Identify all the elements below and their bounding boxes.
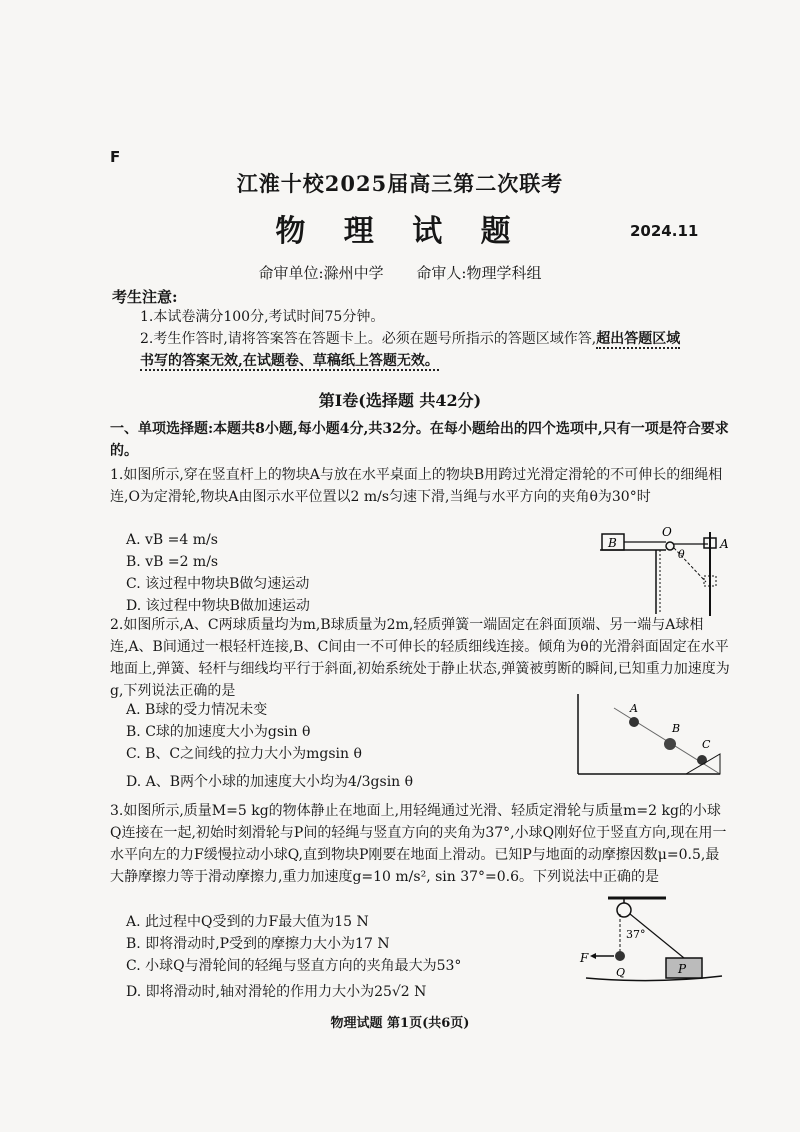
question-1-option-b: B. vB =2 m/s — [126, 554, 219, 570]
q2-ball-a — [629, 717, 639, 727]
notice-item-1: 1.本试卷满分100分,考试时间75分钟。 — [140, 309, 385, 325]
q3-label-angle: 37° — [626, 928, 646, 941]
question-2-option-b: B. C球的加速度大小为gsin θ — [126, 724, 311, 740]
question-2-figure — [574, 690, 724, 786]
q2-label-c: C — [702, 738, 711, 751]
notice-item-2-b: 超出答题区域 — [596, 331, 681, 347]
question-3-stem: 3.如图所示,质量M=5 kg的物体静止在地面上,用轻绳通过光滑、轻质定滑轮与质量m=2 kg的小球Q连接在一起,初始时刻滑轮与P间的轻绳与竖直方向的夹角为37°,小球Q刚好位于竖直方向,现在用一水平向左的力F缓慢拉动小球Q,直到物块P刚要在地面上滑动。已知P与地面的动摩擦因数μ=0.5,最大静摩擦力等于滑动摩擦力,重力加速度g=10 m/s², sin 37°=0.6。下列说法中正确的是 — [110, 803, 727, 885]
exam-name: 江淮十校2025届高三第二次联考 — [236, 171, 564, 196]
q3-label-f: F — [580, 951, 589, 965]
q3-ball-q — [615, 951, 625, 961]
question-1-option-a: A. vB =4 m/s — [126, 532, 218, 548]
notice-item-2-a: 2.考生作答时,请将答案答在答题卡上。必须在题号所指示的答题区域作答, — [140, 331, 597, 347]
question-2-option-c: C. B、C之间线的拉力大小为mgsin θ — [126, 746, 362, 762]
question-3-option-c: C. 小球Q与滑轮间的轻绳与竖直方向的夹角最大为53° — [126, 958, 462, 974]
exam-authors — [0, 262, 800, 283]
question-3-figure — [576, 892, 726, 986]
page-footer: 物理试题 第1页(共6页) — [330, 1016, 470, 1031]
question-3-option-b: B. 即将滑动时,P受到的摩擦力大小为17 N — [126, 936, 390, 952]
subject-title: 物 理 试 题 — [275, 214, 525, 249]
section-title: 第Ⅰ卷(选择题 共42分) — [318, 391, 482, 410]
notice-title: 考生注意: — [112, 288, 178, 306]
exam-date: 2024.11 — [630, 222, 699, 240]
q3-label-p: P — [678, 962, 687, 976]
q1-label-b: B — [608, 536, 617, 550]
question-2-option-d: D. A、B两个小球的加速度大小均为4/3gsin θ — [126, 774, 414, 790]
corner-mark: F — [110, 148, 121, 166]
question-1-stem: 1.如图所示,穿在竖直杆上的物块A与放在水平桌面上的物块B用跨过光滑定滑轮的不可伸长的细绳相连,O为定滑轮,物块A由图示水平位置以2 m/s匀速下滑,当绳与水平方向的夹角θ为30°时 — [110, 467, 723, 505]
question-3-option-d: D. 即将滑动时,轴对滑轮的作用力大小为25√2 N — [126, 984, 427, 1000]
q2-ball-c — [697, 755, 707, 765]
exam-unit: 命审单位:滁州中学 — [258, 264, 384, 282]
q1-label-a: A — [720, 537, 729, 551]
question-1-option-d: D. 该过程中物块B做加速运动 — [126, 598, 310, 614]
q3-label-q: Q — [616, 966, 626, 979]
q2-label-b: B — [672, 722, 681, 735]
question-1-figure — [596, 524, 736, 620]
q1-label-o: O — [662, 525, 672, 539]
q1-pulley — [666, 542, 674, 550]
section-intro: 一、单项选择题:本题共8小题,每小题4分,共32分。在每小题给出的四个选项中,只有一项是符合要求的。 — [110, 421, 729, 459]
q2-label-a: A — [630, 702, 638, 715]
question-2-option-a: A. B球的受力情况未变 — [126, 702, 268, 718]
question-1-option-c: C. 该过程中物块B做匀速运动 — [126, 576, 310, 592]
notice-item-2-c: 书写的答案无效,在试题卷、草稿纸上答题无效。 — [140, 353, 439, 369]
q3-pulley — [617, 903, 631, 917]
question-3-option-a: A. 此过程中Q受到的力F最大值为15 N — [126, 914, 369, 930]
notice-item-2 — [140, 328, 740, 372]
q2-ball-b — [664, 738, 676, 750]
q1-label-theta: θ — [678, 548, 685, 561]
exam-reviewer: 命审人:物理学科组 — [416, 264, 542, 282]
question-2-stem: 2.如图所示,A、C两球质量均为m,B球质量为2m,轻质弹簧一端固定在斜面顶端、另一端与A球相连,A、B间通过一根轻杆连接,B、C间由一不可伸长的轻质细线连接。倾角为θ的光滑斜面固定在水平地面上,弹簧、轻杆与细线均平行于斜面,初始系统处于静止状态,弹簧被剪断的瞬间,已知重力加速度为g,下列说法正确的是 — [110, 617, 730, 699]
q3-force-arrowhead — [590, 953, 596, 959]
